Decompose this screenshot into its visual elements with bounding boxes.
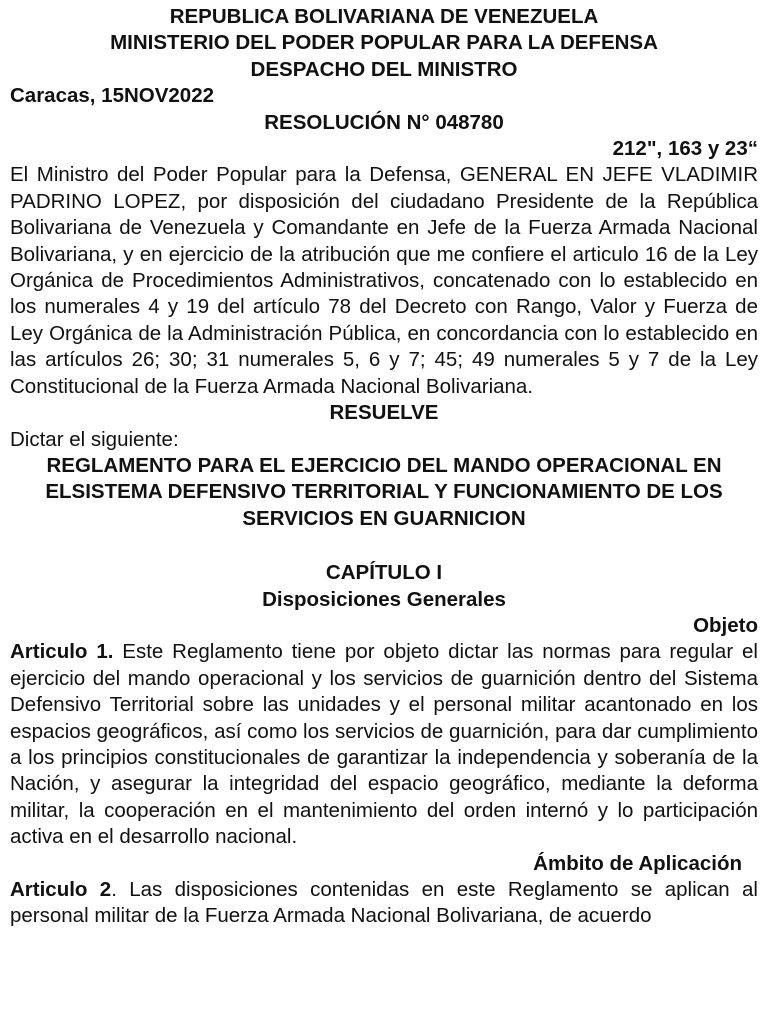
resuelve-heading: RESUELVE bbox=[329, 401, 439, 425]
years-line: 212", 163 y 23“ bbox=[612, 137, 758, 161]
regulation-title: REGLAMENTO PARA EL EJERCICIO DEL MANDO OPERACIONAL EN ELSISTEMA DEFENSIVO TERRITORIAL Y FUNCIONAMIENTO DE LOS SERVICIOS EN GUARNICION bbox=[45, 453, 723, 530]
dictar-line: Dictar el siguiente: bbox=[10, 427, 179, 451]
article-1 bbox=[10, 639, 758, 850]
header-line-2: MINISTERIO DEL PODER POPULAR PARA LA DEFENSA bbox=[110, 31, 658, 55]
article-2-label: Articulo 2 bbox=[10, 878, 112, 901]
place-date: Caracas, 15NOV2022 bbox=[10, 84, 215, 108]
article-1-label: Articulo 1. bbox=[10, 640, 114, 664]
article-1-heading: Objeto bbox=[693, 613, 758, 637]
chapter-subtitle: Disposiciones Generales bbox=[262, 587, 506, 611]
resolution-number: RESOLUCIÓN N° 048780 bbox=[264, 110, 504, 134]
article-2-heading: Ámbito de Aplicación bbox=[533, 851, 742, 875]
header-line-3: DESPACHO DEL MINISTRO bbox=[250, 57, 518, 81]
article-1-text: Este Reglamento tiene por objeto dictar las normas para regular el ejercicio del mando operacional y los servicios de guarnición dentro del Sistema Defensivo Territorial sobre las unidades y el personal militar acantonado en los espacios geográficos, así como los servicios de guarnición, para dar cumplimiento a los principios constitucionales de garantizar la independencia y soberanía de la Nación, y asegurar la integridad del espacio geográfico, mediante la deforma militar, la cooperación en el mantenimiento del orden internó y lo participación activa en el desarrollo nacional. bbox=[10, 640, 758, 849]
article-2 bbox=[10, 877, 758, 930]
preamble: El Ministro del Poder Popular para la Defensa, GENERAL EN JEFE VLADIMIR PADRINO LOPEZ, por disposición del ciudadano Presidente de la República Bolivariana de Venezuela y Comandante en Jefe de la Fuerza Armada Nacional Bolivariana, y en ejercicio de la atribución que me confiere el articulo 16 de la Ley Orgánica de Procedimientos Administrativos, concatenado con lo establecido en los numerales 4 y 19 del artículo 78 del Decreto con Rango, Valor y Fuerza de Ley Orgánica de la Administración Pública, en concordancia con lo establecido en las artículos 26; 30; 31 numerales 5, 6 y 7; 45; 49 numerales 5 y 7 de la Ley Constitucional de la Fuerza Armada Nacional Bolivariana. bbox=[10, 163, 758, 398]
article-2-text: . Las disposiciones contenidas en este Reglamento se aplican al personal militar de la Fuerza Armada Nacional Bolivariana, de acuerdo bbox=[10, 878, 758, 928]
header-line-1: REPUBLICA BOLIVARIANA DE VENEZUELA bbox=[169, 5, 599, 28]
chapter-title: CAPÍTULO I bbox=[325, 561, 443, 585]
spacer bbox=[10, 532, 758, 560]
